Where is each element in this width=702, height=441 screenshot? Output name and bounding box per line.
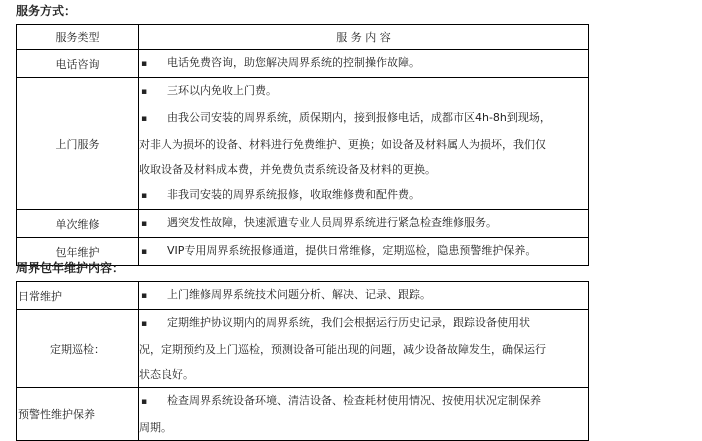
- table-row: [17, 388, 589, 441]
- annual-maintenance-table: [16, 281, 589, 441]
- table-row: [17, 78, 589, 210]
- bullet-icon: ▪: [141, 87, 148, 97]
- bullet-icon: ▪: [141, 319, 148, 329]
- content-line: 对非人为损坏的设备、材料进行免费维护、更换；如设备及材料属人为损坏，我们仅: [139, 138, 546, 151]
- bullet-icon: ▪: [141, 59, 148, 69]
- bullet-icon: ▪: [141, 247, 148, 257]
- service-content-cell: [139, 78, 589, 210]
- table-row: [17, 310, 589, 388]
- section-title-service-methods: 服务方式：: [16, 4, 77, 18]
- bullet-icon: ▪: [141, 397, 148, 407]
- service-methods-table: [16, 24, 589, 266]
- content-line: 收取设备及材料成本费，并免费负责系统设备及材料的更换。: [139, 163, 436, 176]
- bullet-icon: ▪: [141, 114, 148, 124]
- content-line: 况，定期预约及上门巡检，预测设备可能出现的问题，减少设备故障发生，确保运行: [139, 343, 546, 356]
- content-line: VIP专用周界系统报修通道，提供日常维修，定期巡检，隐患预警维护保养。: [167, 244, 537, 257]
- table-row: [17, 282, 589, 310]
- service-type-cell: 包年维护: [17, 238, 139, 266]
- maintenance-type-cell: 日常维护: [17, 282, 139, 310]
- table-row: [17, 50, 589, 78]
- maintenance-content-cell: [139, 282, 589, 310]
- content-line: 三环以内免收上门费。: [167, 84, 277, 97]
- table-header-row: [17, 25, 589, 50]
- content-line: 状态良好。: [139, 368, 194, 381]
- maintenance-content-cell: [139, 388, 589, 441]
- service-content-cell: [139, 50, 589, 78]
- service-type-cell: 电话咨询: [17, 50, 139, 78]
- bullet-icon: ▪: [141, 219, 148, 229]
- service-type-cell: 单次维修: [17, 210, 139, 238]
- header-service-content: 服 务 内 容: [139, 25, 589, 50]
- content-line: 检查周界系统设备环境、清洁设备、检查耗材使用情况、按使用状况定制保养: [167, 394, 541, 407]
- content-line: 定期维护协议期内的周界系统，我们会根据运行历史记录，跟踪设备使用状: [167, 316, 530, 329]
- service-type-cell: 上门服务: [17, 78, 139, 210]
- content-line: 遇突发性故障，快速派遣专业人员周界系统进行紧急检查维修服务。: [167, 216, 497, 229]
- service-content-cell: [139, 210, 589, 238]
- service-content-cell: [139, 238, 589, 266]
- maintenance-content-cell: [139, 310, 589, 388]
- maintenance-type-cell: 定期巡检：: [17, 310, 139, 388]
- section-title-annual-maintenance: 周界包年维护内容：: [16, 261, 125, 275]
- bullet-icon: ▪: [141, 191, 148, 201]
- table-row: [17, 210, 589, 238]
- maintenance-type-cell: 预警性维护保养: [17, 388, 139, 441]
- content-line: 由我公司安装的周界系统，质保期内，接到报修电话，成都市区4h-8h到现场，: [167, 111, 551, 124]
- content-line: 周期。: [139, 421, 172, 434]
- bullet-icon: ▪: [141, 291, 148, 301]
- content-line: 电话免费咨询，助您解决周界系统的控制操作故障。: [167, 56, 420, 69]
- content-line: 上门维修周界系统技术问题分析、解决、记录、跟踪。: [167, 288, 431, 301]
- header-service-type: 服务类型: [17, 25, 139, 50]
- content-line: 非我司安装的周界系统报修，收取维修费和配件费。: [167, 188, 420, 201]
